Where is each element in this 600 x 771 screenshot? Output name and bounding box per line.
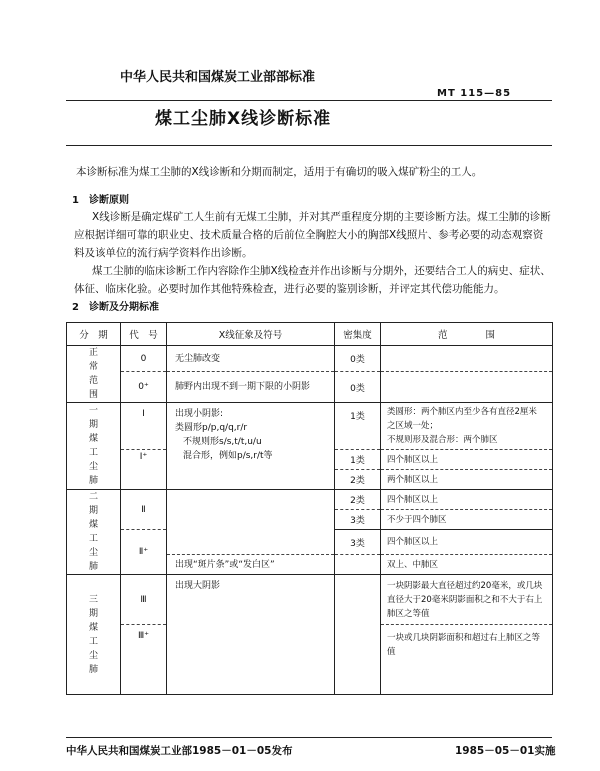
range-cell: 两个肺区以上 (381, 470, 553, 490)
group-stage1-label: 一 期 煤 工 尘 肺 (88, 406, 98, 486)
code-cell: Ⅰ⁺ (121, 450, 167, 490)
signs-cell: 出现“斑片条”或“发白区” (167, 555, 335, 575)
range-cell: 双上、中肺区 (381, 555, 553, 575)
range-line: 值 (387, 647, 396, 657)
group-normal-label: 正 常 范 围 (88, 348, 98, 400)
signs-line: 出现小阴影: (175, 409, 224, 419)
header-code: 代 号 (121, 323, 167, 346)
code-cell: Ⅲ⁺ (121, 625, 167, 695)
range-line: 类圆形：两个肺区内至少各有直径2厘米 (387, 407, 537, 417)
classification-table (66, 322, 553, 695)
footer-rule (66, 737, 552, 738)
code-cell: Ⅱ⁺ (121, 530, 167, 575)
signs-cell: 无尘肺改变 (167, 346, 335, 372)
section1-heading: 1 诊断原则 (72, 195, 129, 206)
section1-para2: 煤工尘肺的临床诊断工作内容除作尘肺X线检查并作出诊断与分期外，还要结合工人的病史、症状、体征、临床化验。必要时加作其他特殊检查，进行必要的鉴别诊断，并评定其代偿功能能力。 (74, 265, 551, 295)
range-line: 肺区之等值 (387, 609, 430, 619)
density-cell: 1类 (335, 450, 381, 470)
range-cell: 四个肺区以上 (381, 530, 553, 555)
signs-cell-stage1 (167, 403, 335, 490)
issuer-header: 中华人民共和国煤炭工业部部标准 (120, 70, 316, 85)
group-stage3 (67, 575, 121, 695)
range-cell (381, 575, 553, 625)
intro-paragraph: 本诊断标准为煤工尘肺的X线诊断和分期而制定，适用于有确切的吸入煤矿粉尘的工人。 (76, 166, 483, 178)
header-stage: 分 期 (67, 323, 121, 346)
density-cell (335, 575, 381, 695)
signs-line: 混合形，例如p/s,r/t等 (183, 451, 273, 461)
group-stage3-label: 三 期 煤 工 尘 肺 (88, 594, 98, 675)
range-line: 一块阴影最大直径超过约20毫米，或几块 (387, 581, 543, 591)
code-cell: Ⅰ (121, 403, 167, 450)
effective-date: 1985－05－01实施 (455, 745, 556, 757)
density-cell: 3类 (335, 530, 381, 555)
density-cell: 1类 (335, 403, 381, 450)
header-rule (66, 100, 552, 101)
table-header-row (67, 323, 553, 346)
range-cell (381, 625, 553, 695)
header-signs: X线征象及符号 (167, 323, 335, 346)
document-title: 煤工尘肺X线诊断标准 (155, 109, 332, 129)
signs-cell-empty (167, 490, 335, 555)
code-cell: 0⁺ (121, 372, 167, 403)
table-row (67, 490, 553, 510)
density-cell: 3类 (335, 510, 381, 530)
range-cell: 不少于四个肺区 (381, 510, 553, 530)
code-cell: 0 (121, 346, 167, 372)
signs-cell: 出现大阴影 (167, 575, 335, 695)
standard-code: MT 115—85 (437, 88, 512, 99)
section1-para1: X线诊断是确定煤矿工人生前有无煤工尘肺，并对其严重程度分期的主要诊断方法。煤工尘肺的诊断应根据详细可靠的职业史、技术质量合格的后前位全胸腔大小的胸部X线照片、参考必要的动态观察资料及该单位的流行病学资料作出诊断。 (74, 211, 551, 259)
issued-date: 中华人民共和国煤炭工业部1985－01－05发布 (66, 745, 293, 757)
range-cell (381, 372, 553, 403)
table-row (67, 403, 553, 450)
range-line: 不规则形及混合形：两个肺区 (387, 435, 498, 445)
group-stage2 (67, 490, 121, 575)
signs-line: 类圆形p/p,q/q,r/r (175, 423, 248, 433)
density-cell: 2类 (335, 490, 381, 510)
range-cell (381, 403, 553, 450)
range-line: 一块或几块阴影面积和超过右上肺区之等 (387, 633, 541, 643)
table-row (67, 575, 553, 625)
density-cell: 0类 (335, 346, 381, 372)
range-cell: 四个肺区以上 (381, 490, 553, 510)
code-cell: Ⅲ (121, 575, 167, 625)
signs-line: 不规则形s/s,t/t,u/u (183, 437, 262, 447)
range-cell: 四个肺区以上 (381, 450, 553, 470)
signs-cell: 肺野内出现不到一期下限的小阴影 (167, 372, 335, 403)
section2-heading: 2 诊断及分期标准 (72, 302, 159, 313)
density-cell (335, 555, 381, 575)
range-cell (381, 346, 553, 372)
range-line: 直径大于20毫米阴影面积之和不大于右上 (387, 595, 543, 605)
code-cell: Ⅱ (121, 490, 167, 530)
density-cell: 0类 (335, 372, 381, 403)
header-range: 范 围 (381, 323, 553, 346)
header-density: 密集度 (335, 323, 381, 346)
density-cell: 2类 (335, 470, 381, 490)
table-row (67, 372, 553, 403)
range-line: 之区域一处； (387, 421, 439, 431)
title-rule (66, 145, 552, 146)
group-stage1 (67, 403, 121, 490)
group-stage2-label: 二 期 煤 工 尘 肺 (88, 492, 98, 572)
group-normal (67, 346, 121, 403)
table-row (67, 346, 553, 372)
